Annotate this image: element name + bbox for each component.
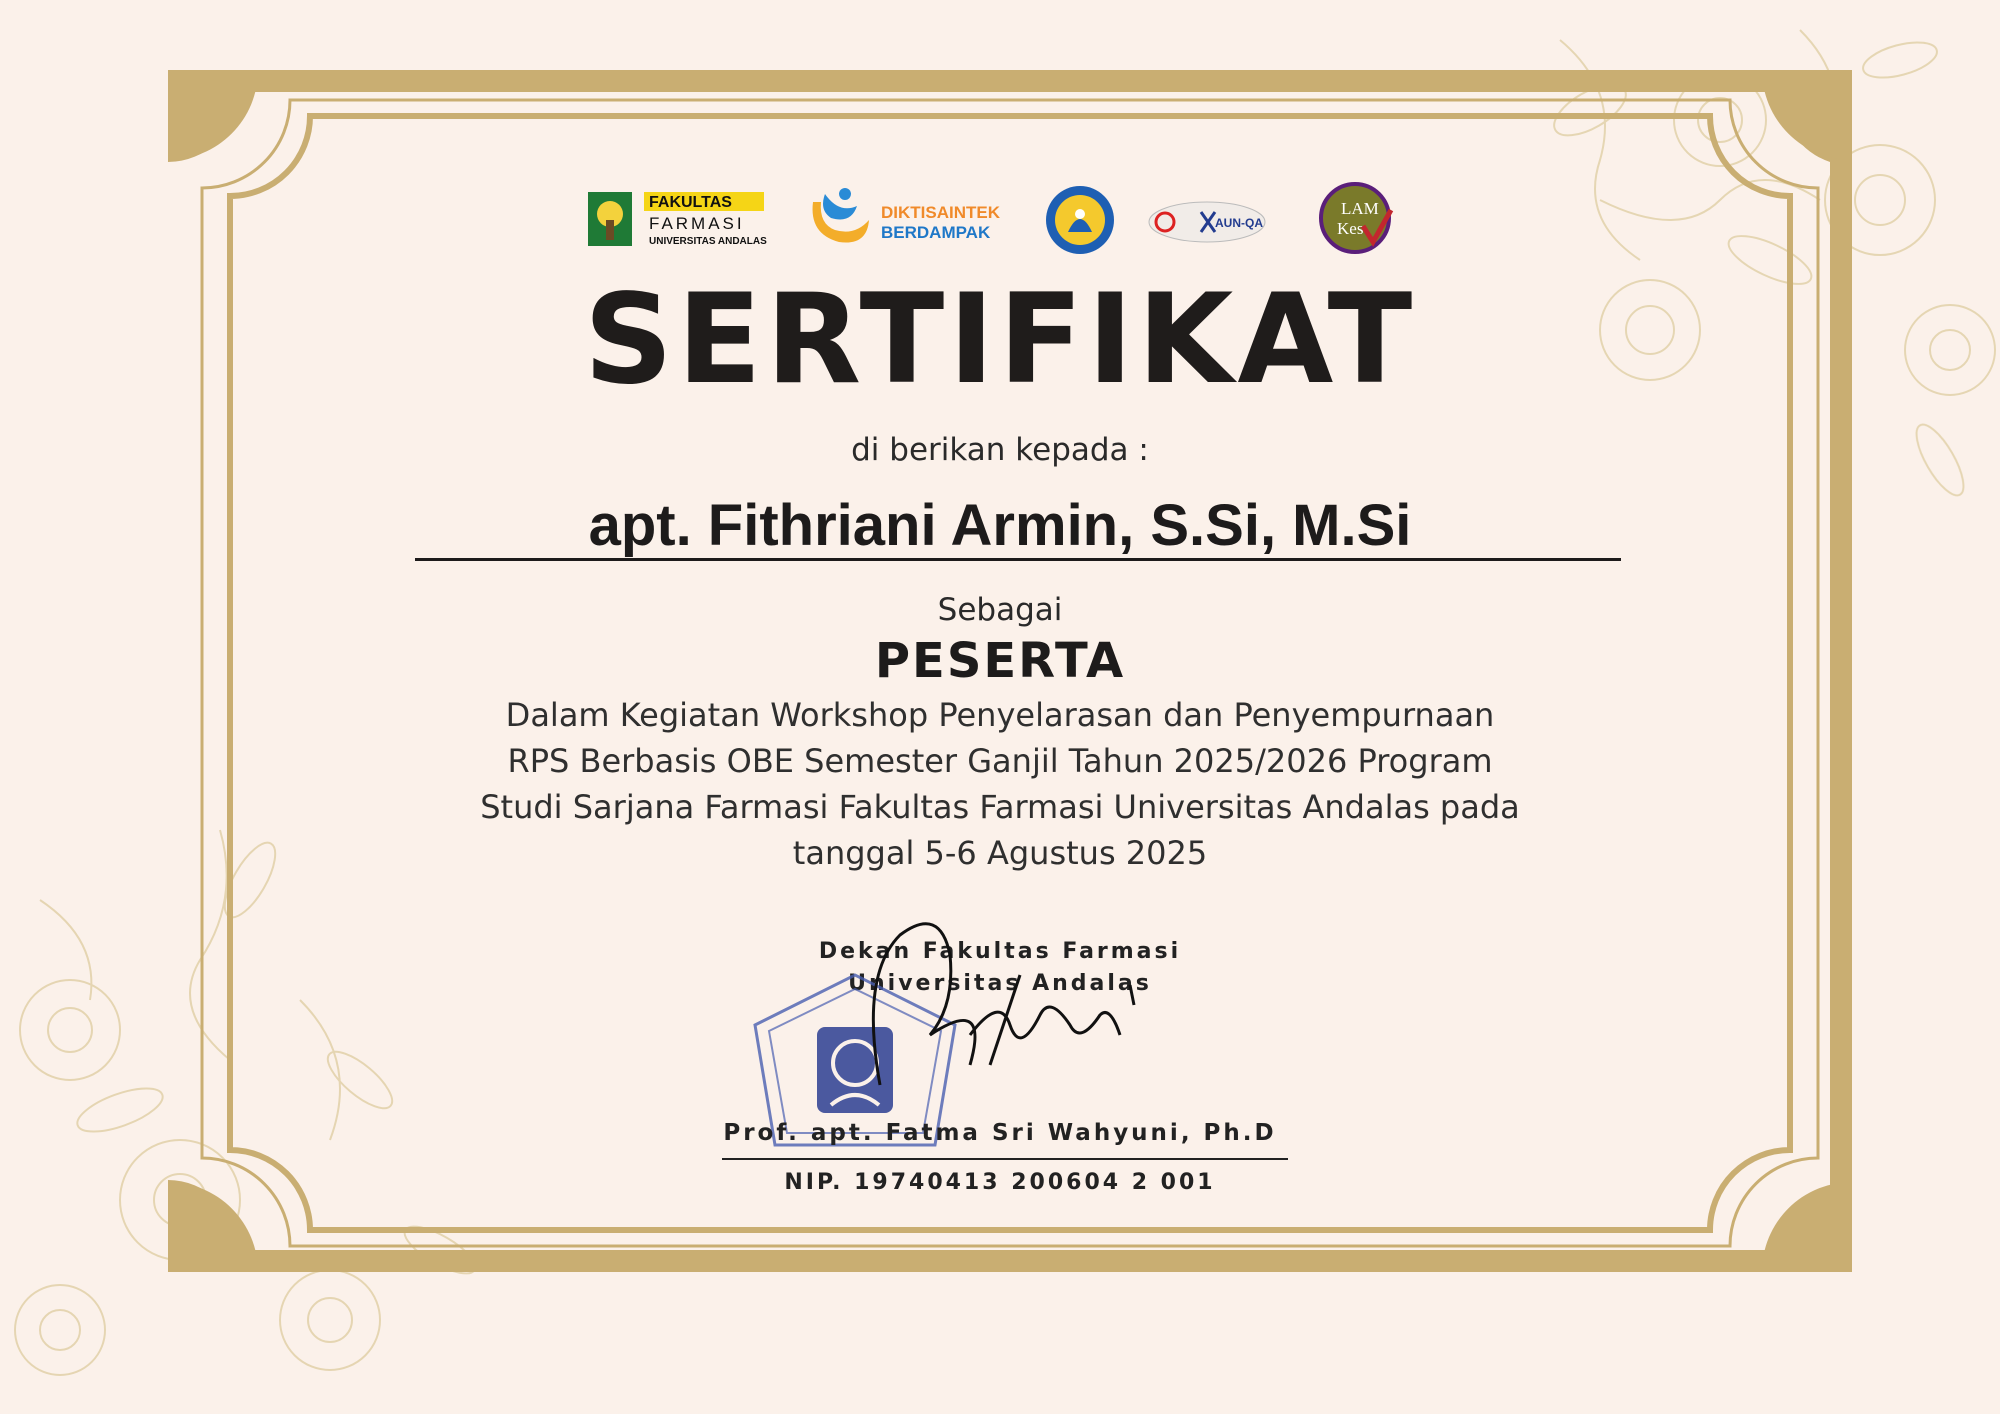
lamkes-logo [1315, 180, 1405, 260]
ffua-line2: FARMASI [649, 214, 745, 233]
description-line: Studi Sarjana Farmasi Fakultas Farmasi Universitas Andalas pada [480, 788, 1520, 826]
frame-corner-tl [168, 70, 258, 160]
aun-qa-text: AUN-QA [1215, 216, 1263, 230]
role-label: PESERTA [874, 633, 1126, 689]
floral-ornament-bottom-left [15, 830, 482, 1375]
ffua-line1: FAKULTAS [649, 194, 732, 211]
signer-position-line1: Dekan Fakultas Farmasi [818, 939, 1182, 964]
description-line: Dalam Kegiatan Workshop Penyelarasan dan Penyempurnaan [505, 696, 1495, 734]
description-line: tanggal 5-6 Agustus 2025 [792, 834, 1208, 872]
recipient-name: apt. Fithriani Armin, S.Si, M.Si [588, 493, 1412, 558]
as-label: Sebagai [937, 592, 1063, 628]
signer-name: Prof. apt. Fatma Sri Wahyuni, Ph.D [723, 1120, 1277, 1146]
ffua-line3: UNIVERSITAS ANDALAS [649, 236, 767, 247]
description-line: RPS Berbasis OBE Semester Ganjil Tahun 2025/2026 Program [507, 742, 1493, 780]
logos-row [580, 180, 1420, 260]
signer-position-line2: Universitas Andalas [848, 971, 1152, 996]
diktisaintek-line2: BERDAMPAK [881, 223, 991, 242]
frame-corner-bl [168, 1182, 258, 1272]
fakultas-farmasi-logo [586, 180, 786, 260]
tut-wuri-handayani-logo [1040, 180, 1120, 260]
diktisaintek-logo [805, 180, 1030, 260]
handwritten-signature [820, 915, 1170, 1115]
frame-corner-tr [1762, 70, 1852, 160]
aun-qa-logo [1145, 180, 1270, 260]
frame-corner-br [1762, 1182, 1852, 1272]
lamkes-line1: LAM [1341, 199, 1379, 218]
signature-underline [722, 1158, 1288, 1160]
lamkes-line2: Kes [1337, 219, 1364, 238]
recipient-underline [415, 558, 1621, 561]
given-to-label: di berikan kepada : [851, 432, 1149, 468]
diktisaintek-line1: DIKTISAINTEK [881, 203, 1000, 222]
signer-nip: NIP. 19740413 200604 2 001 [784, 1170, 1216, 1195]
certificate-title: SERTIFIKAT [583, 268, 1417, 412]
description [0, 692, 2000, 876]
